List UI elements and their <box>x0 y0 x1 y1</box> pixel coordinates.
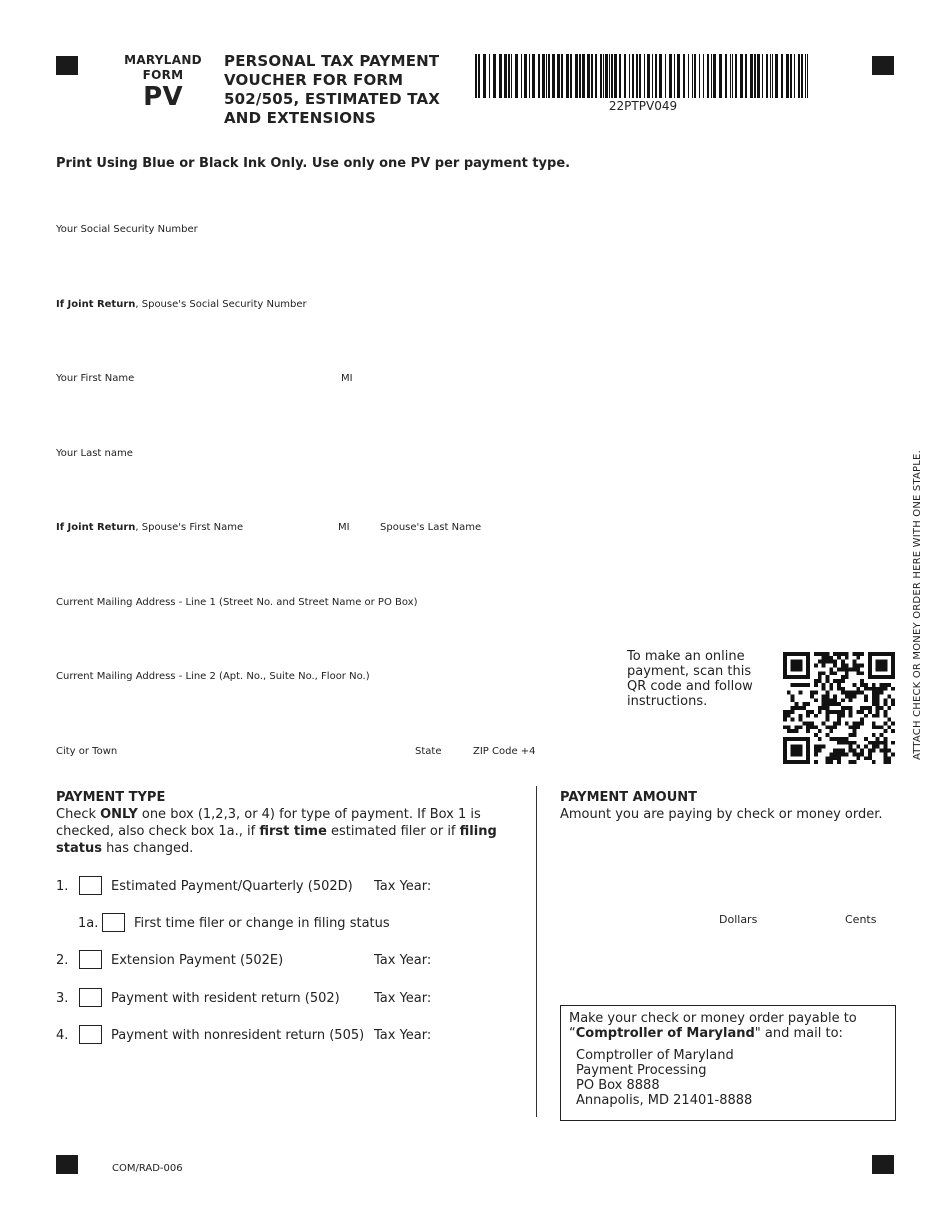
option-number: 2. <box>56 953 69 968</box>
registration-mark-bottom-left <box>56 1155 78 1174</box>
state-name: MARYLAND <box>124 53 202 67</box>
staple-instruction: ATTACH CHECK OR MONEY ORDER HERE WITH ONE STAPLE. <box>912 450 923 760</box>
option-1-checkbox[interactable] <box>79 876 102 895</box>
form-code: PV <box>143 82 183 112</box>
spouse-last-name-label: Spouse's Last Name <box>380 522 482 533</box>
intro-text: Check <box>56 807 101 822</box>
payment-amount-section <box>560 789 900 823</box>
registration-mark-bottom-right <box>872 1155 894 1174</box>
joint-return-prefix: If Joint Return <box>56 522 136 533</box>
option-2-checkbox[interactable] <box>79 950 102 969</box>
form-title <box>224 52 474 128</box>
option-label: Estimated Payment/Quarterly (502D) <box>111 879 353 894</box>
option-number: 1a. <box>78 916 99 931</box>
spouse-ssn-text: , Spouse's Social Security Number <box>135 299 307 310</box>
payment-amount-heading: PAYMENT AMOUNT <box>560 790 698 805</box>
barcode-text: 22PTPV049 <box>608 99 678 113</box>
title-line: 502/505, ESTIMATED TAX <box>224 90 441 108</box>
option-label: First time filer or change in filing status <box>134 916 390 931</box>
mailing-address <box>569 1048 887 1108</box>
option-number: 1. <box>56 879 69 894</box>
tax-year-label: Tax Year: <box>374 879 432 894</box>
cents-label: Cents <box>845 913 877 926</box>
spouse-first-name-label <box>56 522 243 533</box>
form-identifier <box>118 53 208 111</box>
address-line1-label: Current Mailing Address - Line 1 (Street No. and Street Name or PO Box) <box>56 597 418 608</box>
payee-line <box>569 1026 887 1041</box>
intro-text: has changed. <box>101 841 194 856</box>
form-number-footer: COM/RAD-006 <box>112 1163 183 1174</box>
option-label: Payment with resident return (502) <box>111 991 340 1006</box>
payment-amount-subtitle: Amount you are paying by check or money order. <box>560 807 883 822</box>
option-number: 4. <box>56 1028 69 1043</box>
intro-bold: first time <box>259 824 327 839</box>
section-divider <box>536 786 537 1117</box>
first-name-label: Your First Name <box>56 373 135 384</box>
address-line: Comptroller of Maryland <box>576 1048 734 1063</box>
mailing-instructions-box <box>560 1005 896 1121</box>
state-label: State <box>415 746 442 757</box>
intro-text: estimated filer or if <box>326 824 460 839</box>
city-label: City or Town <box>56 746 118 757</box>
address-line2-label: Current Mailing Address - Line 2 (Apt. No., Suite No., Floor No.) <box>56 671 370 682</box>
option-number: 3. <box>56 991 69 1006</box>
intro-text: one box (1,2,3, or 4) for type of payment. If Box 1 is checked, also check box 1a., if <box>56 807 481 839</box>
title-line: VOUCHER FOR FORM <box>224 71 404 89</box>
option-label: Payment with nonresident return (505) <box>111 1028 365 1043</box>
option-4-checkbox[interactable] <box>79 1025 102 1044</box>
zip-label: ZIP Code +4 <box>473 746 536 757</box>
title-line: PERSONAL TAX PAYMENT <box>224 52 440 70</box>
last-name-label: Your Last name <box>56 448 133 459</box>
spouse-first-text: , Spouse's First Name <box>135 522 244 533</box>
address-line: Annapolis, MD 21401-8888 <box>576 1093 753 1108</box>
option-3-checkbox[interactable] <box>79 988 102 1007</box>
registration-mark-top-right <box>872 56 894 75</box>
intro-bold: ONLY <box>100 807 138 822</box>
option-1a-checkbox[interactable] <box>102 913 125 932</box>
payable-line: Make your check or money order payable to <box>569 1011 857 1026</box>
mi-label: MI <box>341 373 353 384</box>
dollars-label: Dollars <box>719 913 758 926</box>
tax-year-label: Tax Year: <box>374 1028 432 1043</box>
tax-year-label: Tax Year: <box>374 953 432 968</box>
payee-name: Comptroller of Maryland <box>575 1026 755 1041</box>
payment-type-section <box>56 789 516 857</box>
qr-instructions: To make an online payment, scan this QR code and follow instructions. <box>627 649 753 709</box>
ssn-label: Your Social Security Number <box>56 224 198 235</box>
payment-type-intro <box>56 806 516 857</box>
qr-code[interactable] <box>783 652 895 764</box>
barcode <box>475 54 811 98</box>
intro-bold: filing status <box>56 824 497 856</box>
tax-year-label: Tax Year: <box>374 991 432 1006</box>
form-word: FORM <box>142 68 184 82</box>
spouse-ssn-label <box>56 299 307 310</box>
spouse-mi-label: MI <box>338 522 350 533</box>
ink-instructions: Print Using Blue or Black Ink Only. Use only one PV per payment type. <box>56 156 571 171</box>
quote-close: " and mail to: <box>754 1026 843 1041</box>
address-line: PO Box 8888 <box>576 1078 660 1093</box>
title-line: AND EXTENSIONS <box>224 109 376 127</box>
address-line: Payment Processing <box>576 1063 707 1078</box>
payment-type-heading: PAYMENT TYPE <box>56 790 166 805</box>
registration-mark-top-left <box>56 56 78 75</box>
option-label: Extension Payment (502E) <box>111 953 284 968</box>
quote-open: “ <box>569 1026 576 1041</box>
joint-return-prefix: If Joint Return <box>56 299 136 310</box>
